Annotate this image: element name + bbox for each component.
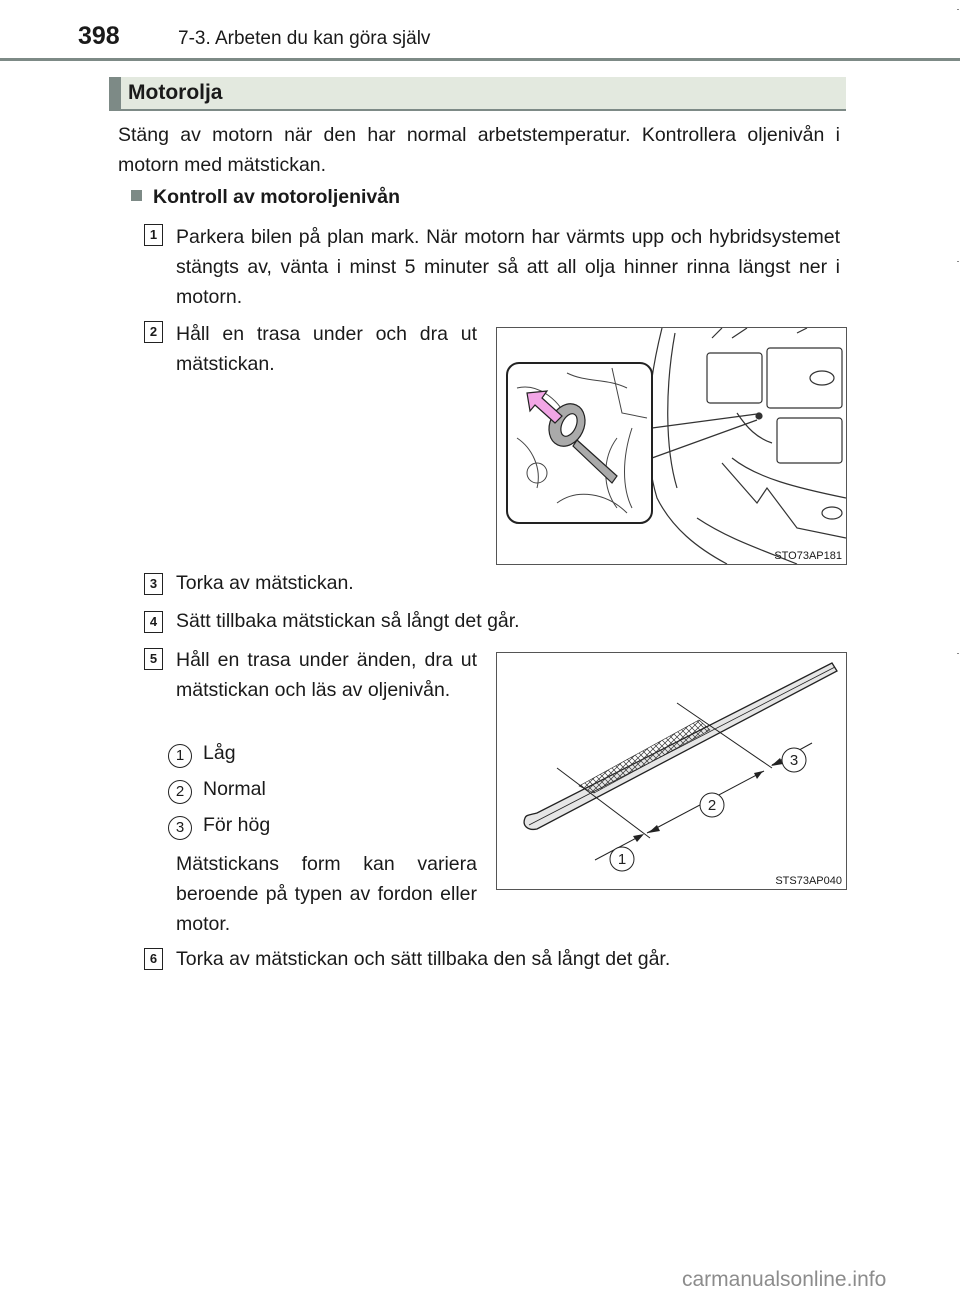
step-number-3: 3 (144, 573, 163, 595)
figure-code: STS73AP040 (775, 875, 842, 887)
step-number-4: 4 (144, 611, 163, 633)
section-accent (109, 77, 121, 111)
dipstick-level-figure (496, 652, 847, 890)
subsection-heading (131, 186, 400, 209)
header-divider (0, 58, 960, 61)
step-number-2: 2 (144, 321, 163, 343)
square-bullet-icon (131, 190, 142, 201)
step-number-1: 1 (144, 224, 163, 246)
watermark: carmanualsonline.info (682, 1268, 887, 1291)
chapter-title: 7-3. Arbeten du kan göra själv (178, 28, 431, 49)
level-label-low: Låg (203, 742, 236, 764)
step-number-6: 6 (144, 948, 163, 970)
dipstick-marker-1: 1 (617, 851, 627, 868)
page-number: 398 (78, 22, 120, 50)
step-6-text: Torka av mätstickan och sätt tillbaka den så långt det går. (176, 948, 671, 970)
section-title: Motorolja (128, 81, 223, 104)
dipstick-marker-2: 2 (707, 797, 717, 814)
section-header (109, 77, 846, 111)
engine-illustration (497, 328, 846, 564)
step-1-text: Parkera bilen på plan mark. När motorn har värmts upp och hybridsystemet stängts av, vänta i minst 5 minuter så att all olja hinner rinna längst ner i motorn. (176, 226, 840, 308)
level-label-too-high: För hög (203, 814, 271, 836)
margin-mark (957, 653, 959, 654)
subsection-title: Kontroll av motoroljenivån (153, 186, 401, 208)
step-3-text: Torka av mätstickan. (176, 572, 354, 594)
step-2-text: Håll en trasa under och dra ut mätstickan. (176, 323, 477, 375)
margin-mark (957, 261, 959, 262)
level-marker-2: 2 (168, 780, 192, 804)
engine-dipstick-figure (496, 327, 847, 565)
dipstick-marker-3: 3 (789, 752, 799, 769)
dipstick-note: Mätstickans form kan variera beroende på typen av fordon eller motor. (176, 853, 477, 935)
intro-paragraph: Stäng av motorn när den har normal arbetstemperatur. Kontrollera oljenivån i motorn med mätstickan. (118, 124, 840, 176)
step-4-text: Sätt tillbaka mätstickan så långt det går. (176, 610, 520, 632)
margin-mark (957, 9, 959, 10)
level-marker-3: 3 (168, 816, 192, 840)
level-label-normal: Normal (203, 778, 266, 800)
dipstick-illustration (497, 653, 846, 889)
step-number-5: 5 (144, 648, 163, 670)
step-5-text: Håll en trasa under änden, dra ut mätstickan och läs av oljenivån. (176, 649, 477, 701)
level-marker-1: 1 (168, 744, 192, 768)
figure-code: STO73AP181 (774, 550, 842, 562)
